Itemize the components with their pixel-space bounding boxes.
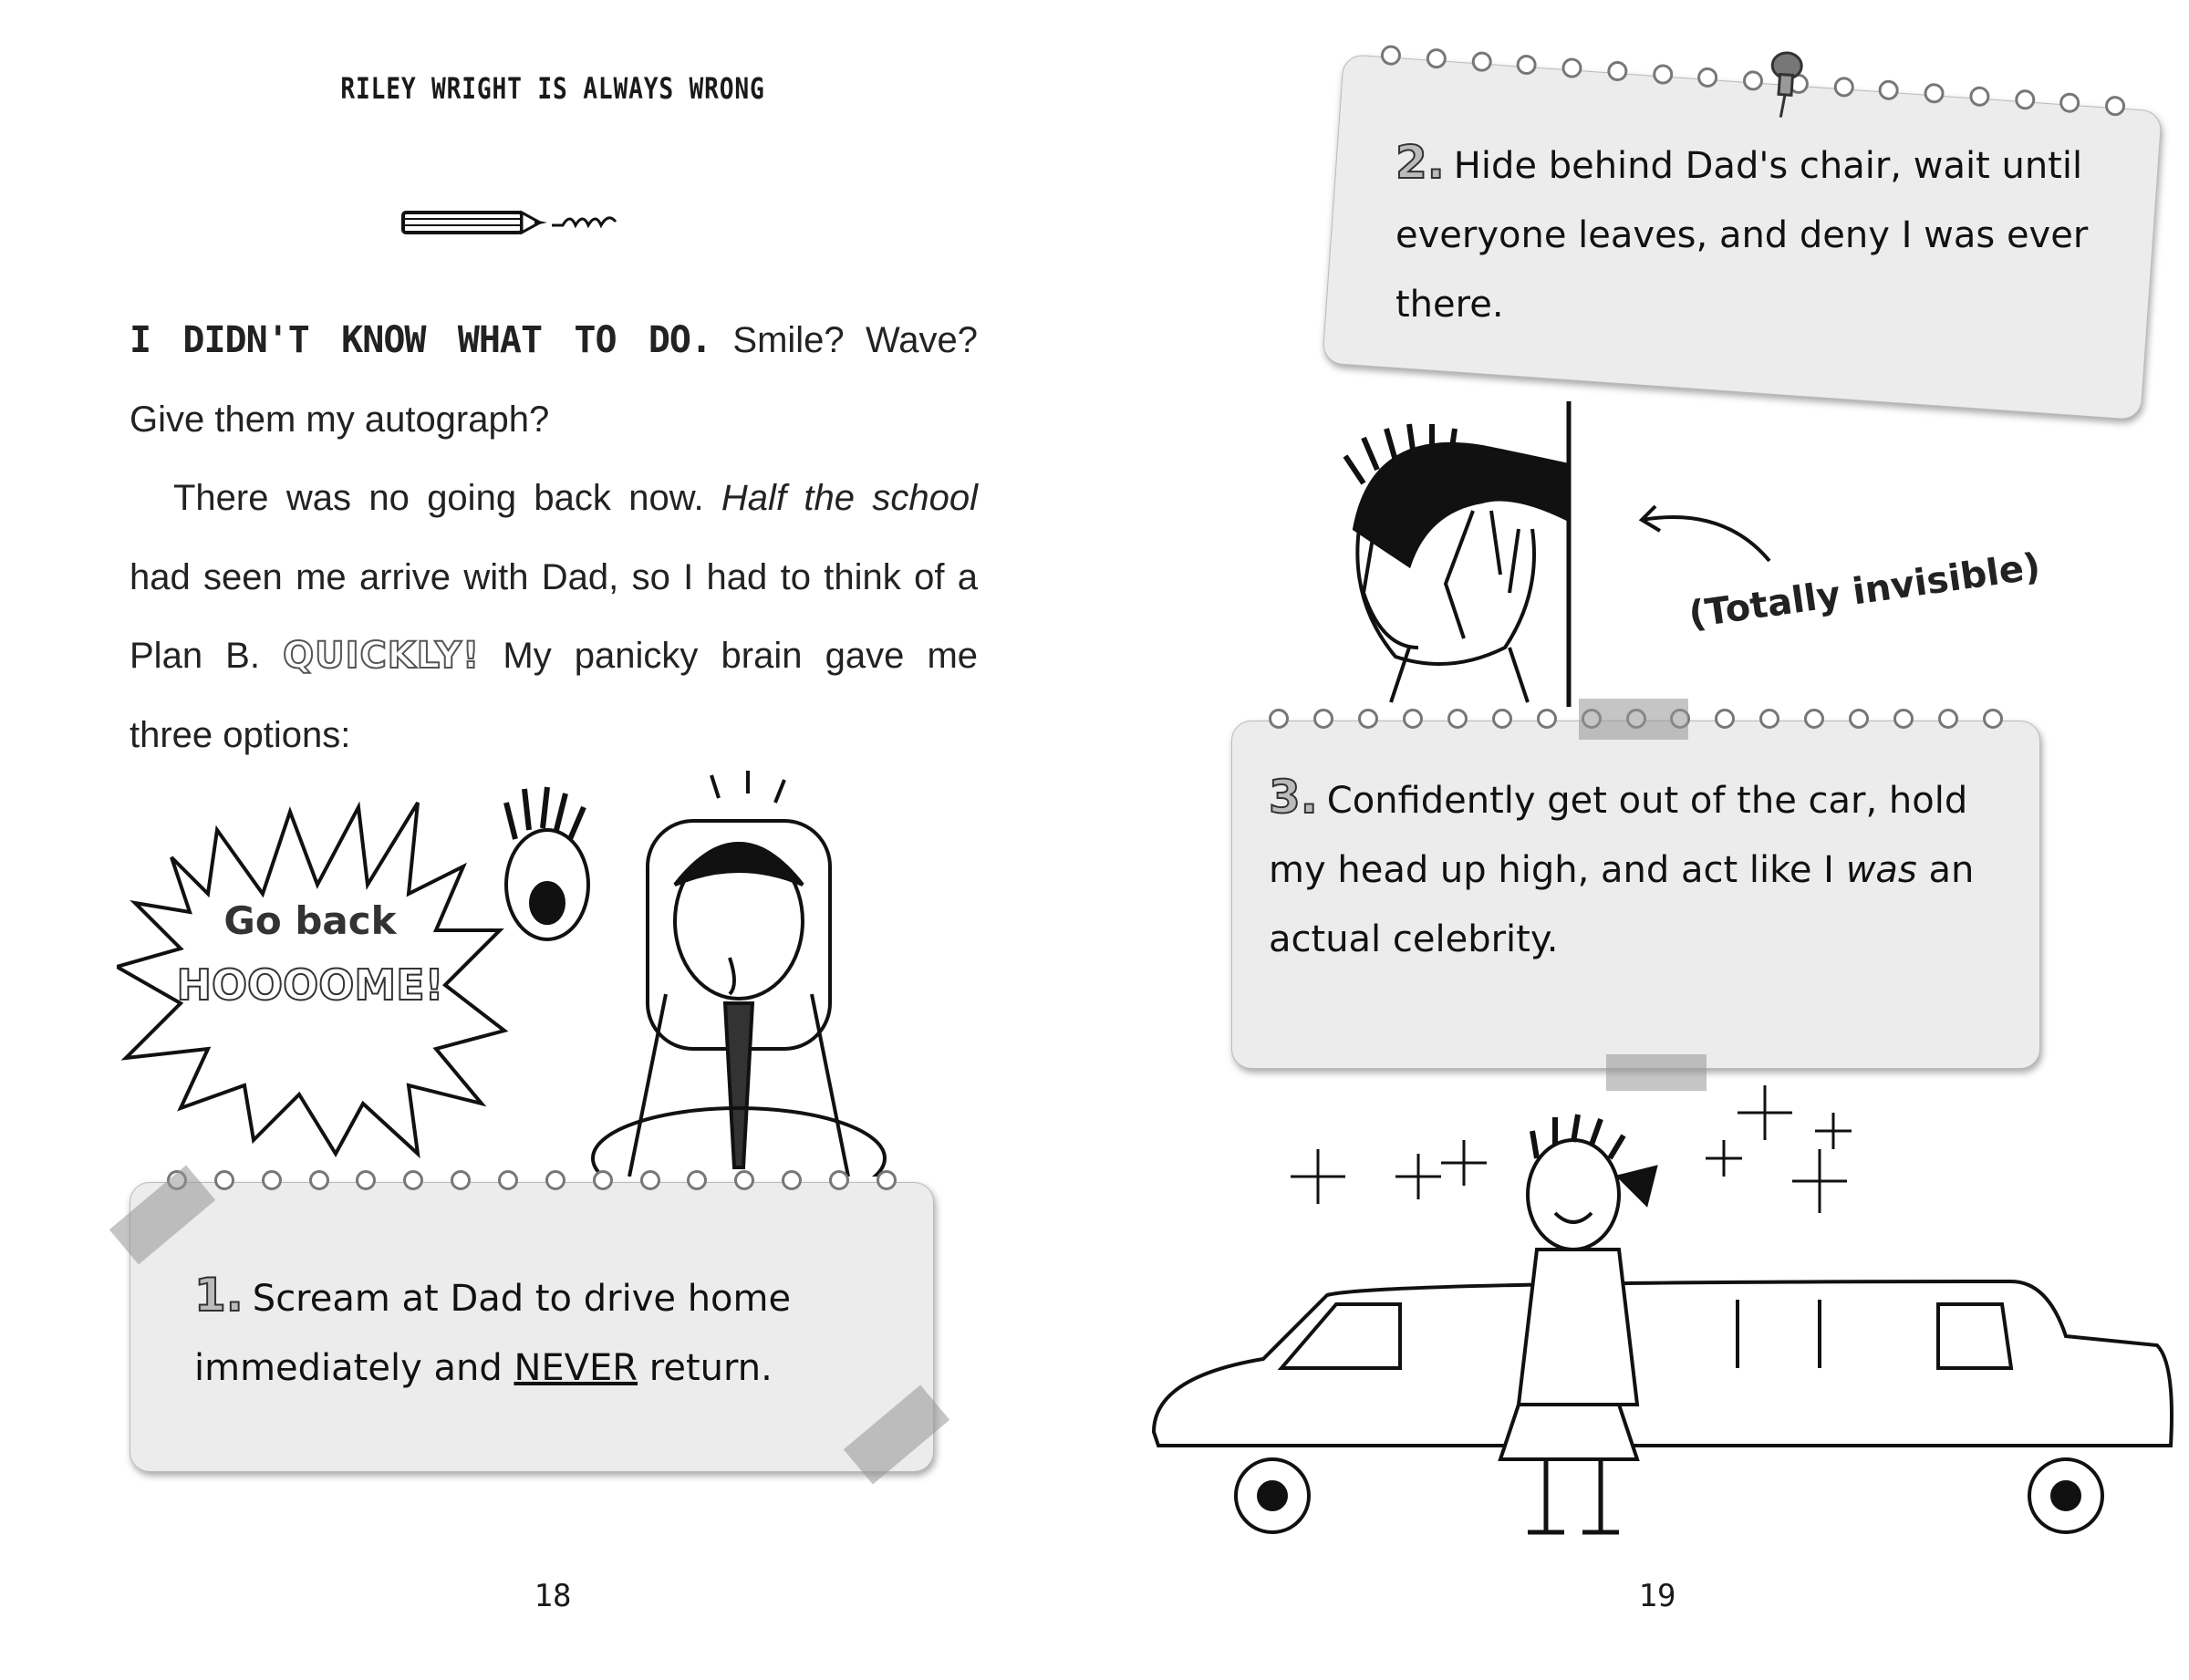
dad-driving-illustration xyxy=(483,766,894,1177)
pencil-icon xyxy=(401,205,652,242)
paragraph-2-text-a: There was no going back now. xyxy=(173,478,721,518)
totally-invisible-caption: (Totally invisible) xyxy=(1686,545,2043,637)
paragraph-1-text: Smile? Wave? Give them my autograph? xyxy=(130,320,978,440)
speech-bubble-text xyxy=(173,889,447,1017)
option-3-note xyxy=(1231,721,2040,1069)
paragraph-2-text-c: My panicky brain gave me three options: xyxy=(130,636,979,755)
chapter-lead-in: I DIDN'T KNOW WHAT TO DO. xyxy=(130,319,712,361)
option-2-number: 2. xyxy=(1395,136,1445,189)
option-3-text-a: Confidently get out of the car, hold my head up high, and act like I xyxy=(1269,780,1968,891)
tape xyxy=(1579,699,1688,740)
page-number-left: 18 xyxy=(534,1578,572,1614)
option-3-text xyxy=(1269,762,2007,974)
option-1-underlined: NEVER xyxy=(514,1347,638,1389)
option-3-italic: was xyxy=(1845,849,1917,891)
option-3-number: 3. xyxy=(1269,771,1318,824)
hiding-girl-illustration xyxy=(1336,401,1582,711)
option-1-text-a: Scream at Dad to drive home immediately and xyxy=(194,1278,792,1389)
paragraph-1 xyxy=(130,301,978,459)
option-2-note xyxy=(1332,82,2153,392)
paragraph-2 xyxy=(130,459,978,774)
page-number-right: 19 xyxy=(1638,1578,1676,1614)
paragraph-2-text-b: had seen me arrive with Dad, so I had to think of a Plan B. xyxy=(130,556,978,676)
notepad-rings xyxy=(1380,45,2126,117)
option-2-body: Hide behind Dad's chair, wait until everyone leaves, and deny I was ever there. xyxy=(1395,145,2089,326)
running-head: RILEY WRIGHT IS ALWAYS WRONG xyxy=(340,71,765,106)
speech-line-1: Go back xyxy=(223,898,397,943)
arrow-icon xyxy=(1633,502,1779,565)
option-1-text xyxy=(194,1260,887,1403)
pushpin-icon xyxy=(1760,47,1810,123)
speech-line-2: HOOOOME! xyxy=(176,960,444,1010)
paragraph-2-italic: Half the school xyxy=(721,478,978,518)
option-2-text xyxy=(1395,128,2107,339)
quickly-emphasis: QUICKLY! xyxy=(283,635,481,677)
limousine-celebrity-illustration xyxy=(1145,1067,2180,1560)
option-1-text-b: return. xyxy=(638,1347,773,1389)
option-3-text-b: an actual celebrity. xyxy=(1269,849,1975,960)
option-1-note xyxy=(130,1182,934,1472)
body-text xyxy=(130,301,978,774)
option-1-number: 1. xyxy=(194,1269,244,1322)
notepad-rings xyxy=(167,1170,897,1190)
